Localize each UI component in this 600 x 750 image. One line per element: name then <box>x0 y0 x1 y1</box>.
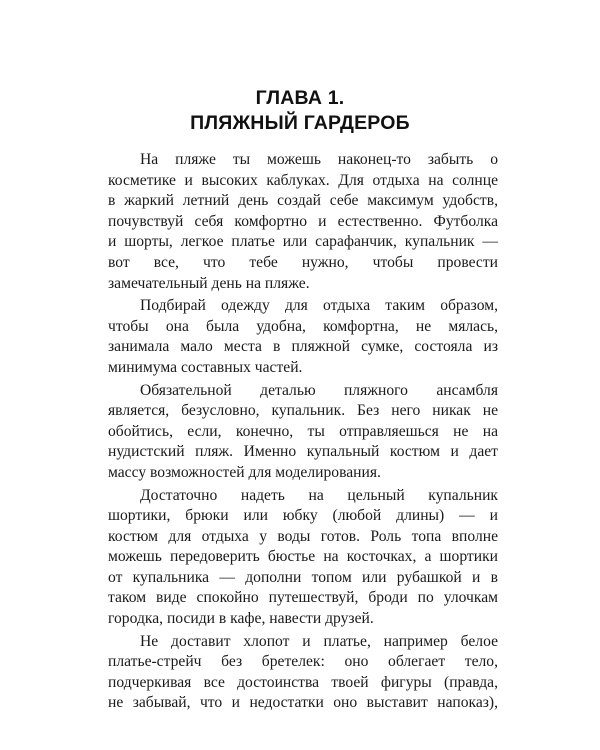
paragraph <box>108 632 498 714</box>
text-line: Достаточно надеть на цельный купальник <box>140 486 498 504</box>
text-line: Подбирай одежду для отдыха таким образом, <box>140 297 498 315</box>
text-line: минимума составных частей. <box>108 358 303 376</box>
text-line: таком виде спокойно путешествуй, броди по улочкам <box>108 589 498 607</box>
text-line: замечательный день на пляже. <box>108 274 310 292</box>
paragraph <box>108 296 498 378</box>
text-line: Обязательной деталью пляжного ансамбля <box>140 381 498 399</box>
text-line: городка, посиди в кафе, навести друзей. <box>108 610 374 628</box>
text-line: подчеркивая все достоинства твоей фигуры (правда, <box>108 673 498 691</box>
text-line: нудистский пляж. Именно купальный костюм и дает <box>108 443 498 461</box>
text-line: вот все, что тебе нужно, чтобы провести <box>108 253 498 271</box>
text-line: Не доставит хлопот и платье, например белое <box>140 632 498 650</box>
text-line: шортики, брюки или юбку (любой длины) — и <box>108 507 498 525</box>
paragraph <box>108 150 498 294</box>
text-line: На пляже ты можешь наконец-то забыть о <box>140 151 498 168</box>
paragraph <box>108 381 498 484</box>
text-line: платье-стрейч без бретелек: оно облегает тело, <box>108 653 498 671</box>
text-line: от купальника — дополни топом или рубашкой и в <box>108 568 498 586</box>
text-line: можешь передоверить бюстье на косточках, а шортики <box>108 548 498 566</box>
text-line: занимала мало места в пляжной сумке, состояла из <box>108 338 498 356</box>
text-line: костюм для отдыха у воды готов. Роль топа вполне <box>108 527 498 545</box>
text-line: почувствуй себя комфортно и естественно. Футболка <box>108 212 498 230</box>
text-line: массу возможностей для моделирования. <box>108 463 381 481</box>
text-line: обойтись, если, конечно, ты отправляешься не на <box>108 422 498 440</box>
text-line: чтобы она была удобна, комфортна, не мялась, <box>108 317 498 335</box>
paragraph <box>108 486 498 630</box>
text-line: косметике и высоких каблуках. Для отдыха на солнце <box>108 171 498 189</box>
chapter-body <box>108 150 498 716</box>
text-line: в жаркий летний день создай себе максимум удобств, <box>108 192 498 210</box>
text-line: и шорты, легкое платье или сарафанчик, купальник — <box>108 233 498 251</box>
text-line: не забывай, что и недостатки оно выставит напоказ), <box>108 694 498 712</box>
text-line: является, безусловно, купальник. Без него никак не <box>108 402 498 420</box>
chapter-heading <box>0 86 600 136</box>
chapter-title: ПЛЯЖНЫЙ ГАРДЕРОБ <box>190 112 410 134</box>
chapter-number: ГЛАВА 1. <box>255 87 345 109</box>
